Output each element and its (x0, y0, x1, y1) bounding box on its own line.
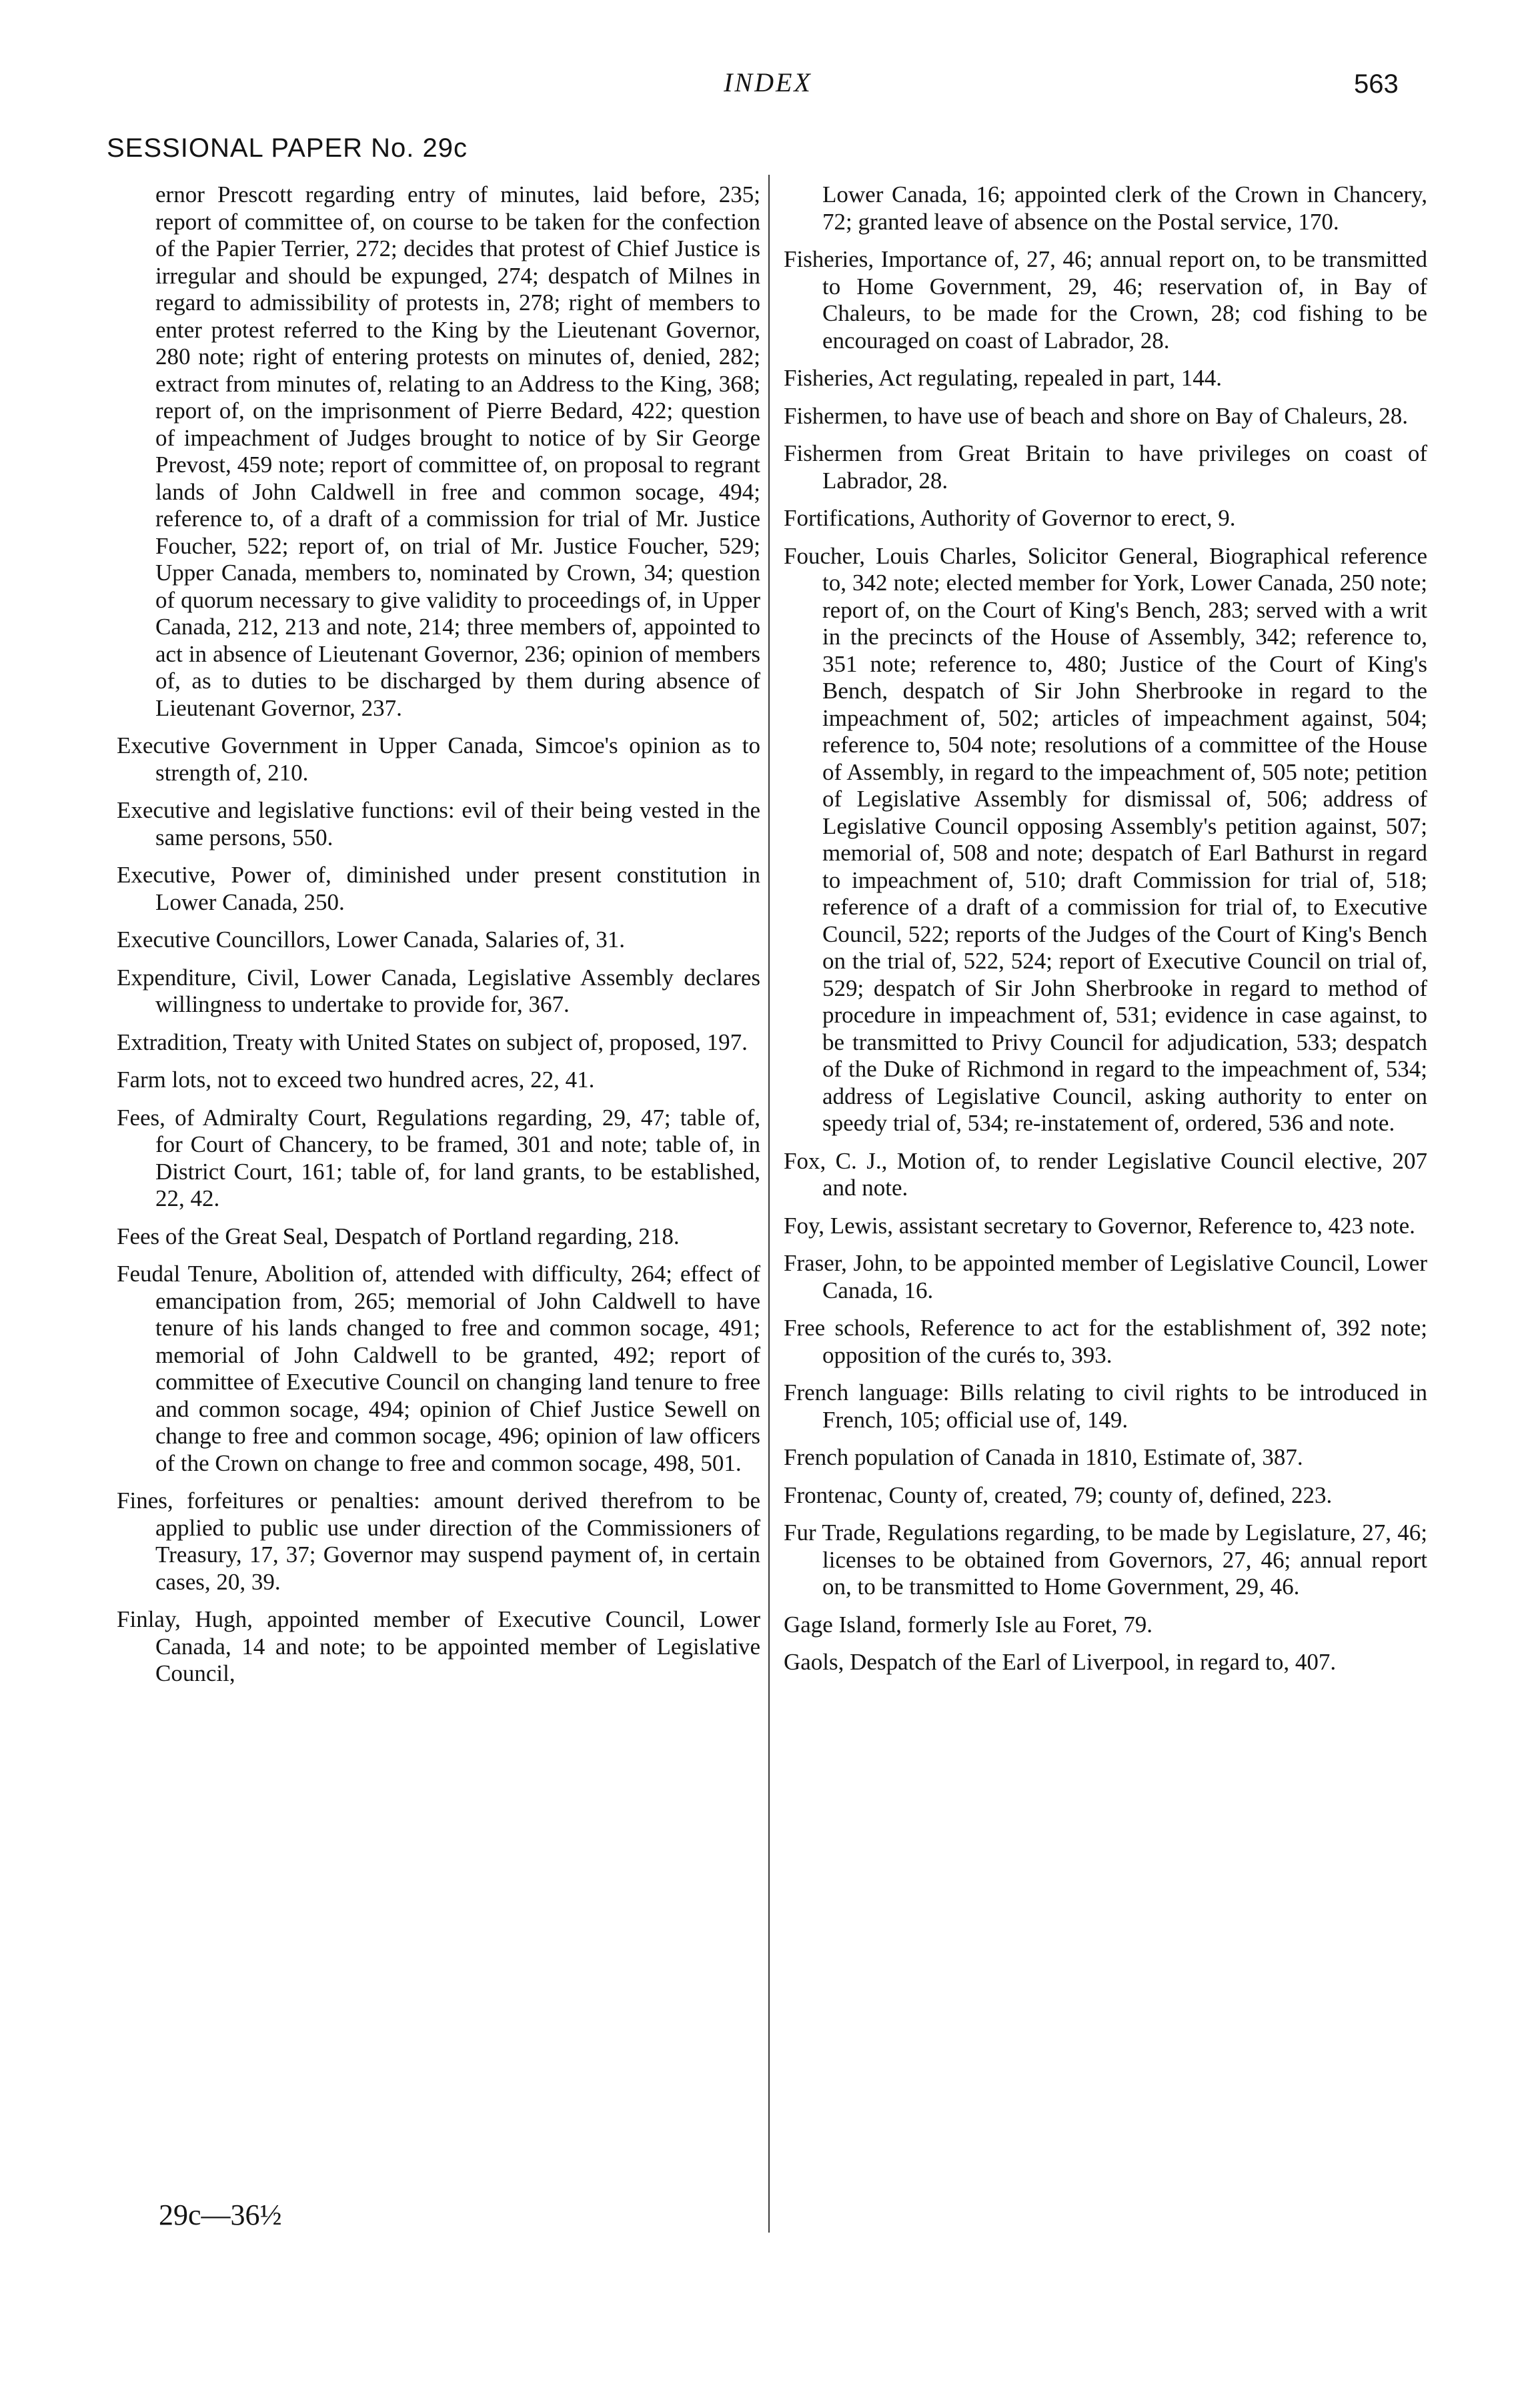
signature-mark: 29c—36½ (159, 2199, 282, 2231)
page-number: 563 (1354, 69, 1399, 99)
index-entry: Fisheries, Importance of, 27, 46; annual report on, to be transmitted to Home Government, 29, 46; reservation of, in Bay of Chaleurs, to be made for the Crown, 28; cod fishing to be encouraged on coast of Labrador, 28. (784, 246, 1427, 354)
index-entry: Foucher, Louis Charles, Solicitor General, Biographical reference to, 342 note; elected member for York, Lower Canada, 250 note; report of, on the Court of King's Bench, 283; served with a writ in the precincts of the House of Assembly, 342; reference to, 351 note; reference to, 480; Justice of the Court of King's Bench, despatch of Sir John Sherbrooke in regard to the impeachment of, 502; articles of impeachment against, 504; reference to, 504 note; resolutions of a committee of the House of Assembly, in regard to the impeachment of, 505 note; petition of Legislative Assembly for dismissal of, 506; address of Legislative Council opposing Assembly's petition against, 507; memorial of, 508 and note; despatch of Earl Bathurst in regard to impeachment of, 510; draft Commission for trial of, 518; reference of a draft of a commission for trial of, to Executive Council, 522; reports of the Judges of the Court of King's Bench on the trial of, 522, 524; report of Executive Council on trial of, 529; despatch of Sir John Sherbrooke in regard to method of procedure in impeachment of, 531; evidence in case against, to be transmitted to Privy Council for adjudication, 533; despatch of the Duke of Richmond in regard to the impeachment of, 534; address of Legislative Council, asking authority to enter on speedy trial of, 534; re-instatement of, ordered, 536 and note. (784, 542, 1427, 1136)
index-entry: Fees, of Admiralty Court, Regulations regarding, 29, 47; table of, for Court of Chancery, to be framed, 301 and note; table of, in District Court, 161; table of, for land grants, to be established, 22, 42. (117, 1104, 760, 1211)
index-entry: Fees of the Great Seal, Despatch of Portland regarding, 218. (117, 1223, 680, 1249)
index-entry: Lower Canada, 16; appointed clerk of the Crown in Chancery, 72; granted leave of absence on the Postal service, 170. (822, 181, 1427, 235)
index-entry: Executive, Power of, diminished under present constitution in Lower Canada, 250. (117, 862, 760, 915)
index-entry: Executive Government in Upper Canada, Simcoe's opinion as to strength of, 210. (117, 732, 760, 786)
index-entry: Free schools, Reference to act for the establishment of, 392 note; opposition of the curés to, 393. (784, 1315, 1427, 1368)
page-title: INDEX (724, 67, 812, 97)
column-divider (768, 175, 770, 2233)
index-entry: Gage Island, formerly Isle au Foret, 79. (784, 1611, 1153, 1638)
index-entry: Fishermen, to have use of beach and shore on Bay of Chaleurs, 28. (784, 402, 1409, 429)
index-entry: Expenditure, Civil, Lower Canada, Legislative Assembly declares willingness to undertake to provide for, 367. (117, 964, 760, 1017)
index-entry: Fishermen from Great Britain to have privileges on coast of Labrador, 28. (784, 440, 1427, 494)
right-column (784, 181, 1427, 1687)
index-entry: Executive Councillors, Lower Canada, Salaries of, 31. (117, 927, 626, 953)
index-entry: Fox, C. J., Motion of, to render Legislative Council elective, 207 and note. (784, 1147, 1427, 1201)
index-entry: French population of Canada in 1810, Estimate of, 387. (784, 1444, 1303, 1470)
index-entry: Fortifications, Authority of Governor to erect, 9. (784, 505, 1236, 531)
index-entry: Finlay, Hugh, appointed member of Executive Council, Lower Canada, 14 and note; to be appointed member of Legislative Council, (117, 1606, 760, 1686)
sessional-paper-label: SESSIONAL PAPER No. 29c (107, 133, 468, 163)
index-entry: Farm lots, not to exceed two hundred acres, 22, 41. (117, 1067, 595, 1093)
index-entry: Foy, Lewis, assistant secretary to Governor, Reference to, 423 note. (784, 1212, 1415, 1239)
index-entry: Fraser, John, to be appointed member of Legislative Council, Lower Canada, 16. (784, 1250, 1427, 1303)
index-entry: Fines, forfeitures or penalties: amount derived therefrom to be applied to public use under direction of the Commissioners of Treasury, 17, 37; Governor may suspend payment of, in certain cases, 20, 39. (117, 1487, 760, 1595)
index-entry: ernor Prescott regarding entry of minutes, laid before, 235; report of committee of, on course to be taken for the confection of the Papier Terrier, 272; decides that protest of Chief Justice is irregular and should be expunged, 274; despatch of Milnes in regard to admissibility of protests in, 278; right of members to enter protest referred to the King by the Lieutenant Governor, 280 note; right of entering protests on minutes of, denied, 282; extract from minutes of, relating to an Address to the King, 368; report of, on the imprisonment of Pierre Bedard, 422; question of impeachment of Judges brought to notice of by Sir George Prevost, 459 note; report of committee of, on proposal to regrant lands of John Caldwell in free and common socage, 494; reference to, of a draft of a commission for trial of Mr. Justice Foucher, 522; report of, on trial of Mr. Justice Foucher, 529; Upper Canada, members to, nominated by Crown, 34; question of quorum necessary to give validity to proceedings of, in Upper Canada, 212, 213 and note, 214; three members of, appointed to act in absence of Lieutenant Governor, 236; opinion of members of, as to duties to be discharged by them during absence of Lieutenant Governor, 237. (155, 181, 760, 721)
index-entry: Frontenac, County of, created, 79; county of, defined, 223. (784, 1481, 1333, 1508)
index-entry: Feudal Tenure, Abolition of, attended with difficulty, 264; effect of emancipation from, 265; memorial of John Caldwell to have tenure of his lands changed to free and common socage, 491; memorial of John Caldwell to be granted, 492; report of committee of Executive Council on changing land tenure to free and common socage, 494; opinion of Chief Justice Sewell on change to free and common socage, 496; opinion of law officers of the Crown on change to free and common socage, 498, 501. (117, 1261, 760, 1476)
index-entry: French language: Bills relating to civil rights to be introduced in French, 105; official use of, 149. (784, 1379, 1427, 1433)
left-column (117, 181, 760, 1698)
index-entry: Fur Trade, Regulations regarding, to be made by Legislature, 27, 46; licenses to be obtained from Governors, 27, 46; annual report on, to be transmitted to Home Government, 29, 46. (784, 1520, 1427, 1600)
index-entry: Gaols, Despatch of the Earl of Liverpool, in regard to, 407. (784, 1649, 1337, 1675)
index-entry: Extradition, Treaty with United States on subject of, proposed, 197. (117, 1029, 748, 1055)
index-entry: Executive and legislative functions: evil of their being vested in the same persons, 550. (117, 797, 760, 850)
index-entry: Fisheries, Act regulating, repealed in part, 144. (784, 365, 1223, 391)
